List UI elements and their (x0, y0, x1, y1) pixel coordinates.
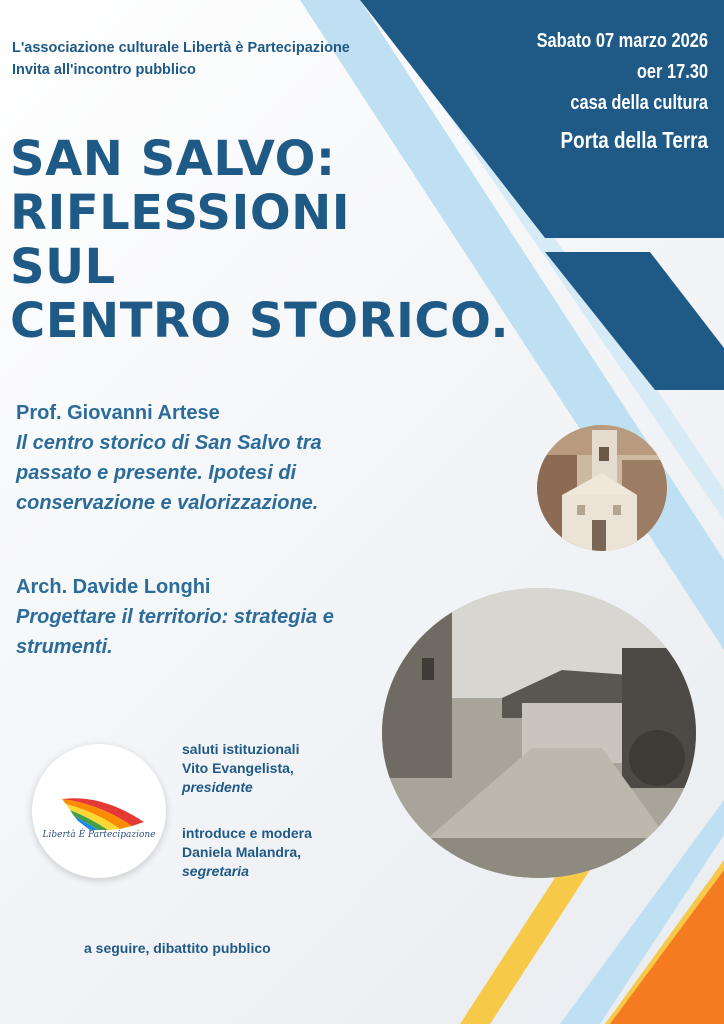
speaker-1 (16, 398, 322, 518)
association-logo (32, 744, 166, 878)
yellow-stripe-left (460, 870, 590, 1024)
greetings-label: saluti istituzionali (182, 741, 300, 757)
moderator-role: segretaria (182, 863, 249, 879)
event-place: Porta della Terra (560, 127, 708, 153)
footer-note: a seguire, dibattito pubblico (84, 940, 271, 956)
greetings-block (182, 740, 299, 797)
moderator-person: Daniela Malandra, (182, 844, 302, 860)
logo-text: Libertà È Partecipazione (42, 830, 156, 840)
title-line-1: SAN SALVO: (10, 131, 336, 187)
speaker-name: Arch. Davide Longhi (16, 576, 211, 598)
church-photo (537, 425, 667, 551)
historic-street-photo (382, 588, 696, 878)
event-info (499, 26, 708, 156)
talk-title-line: passato e presente. Ipotesi di (16, 462, 297, 484)
event-date: Sabato 07 marzo 2026 (536, 30, 708, 52)
event-time: oer 17.30 (636, 61, 708, 83)
speaker-2 (16, 572, 334, 662)
poster-title (10, 132, 509, 348)
moderator-label: introduce e modera (182, 825, 312, 841)
speaker-name: Prof. Giovanni Artese (16, 402, 220, 424)
moderator-block (182, 824, 312, 881)
organizer-line: L'associazione culturale Libertà è Partecipazione (12, 40, 350, 56)
rainbow-icon (32, 744, 166, 878)
event-venue: casa della cultura (570, 92, 708, 114)
title-line-2: RIFLESSIONI (10, 185, 351, 241)
greetings-person: Vito Evangelista, (182, 760, 294, 776)
invitation-line: Invita all'incontro pubblico (12, 62, 196, 78)
talk-title-line: Il centro storico di San Salvo tra (16, 432, 322, 454)
talk-title-line: conservazione e valorizzazione. (16, 492, 319, 514)
title-line-4: CENTRO STORICO. (10, 293, 510, 349)
talk-title-line: Progettare il territorio: strategia e (16, 606, 334, 628)
title-line-3: SUL (10, 239, 116, 295)
greetings-role: presidente (182, 779, 253, 795)
talk-title-line: strumenti. (16, 636, 113, 658)
